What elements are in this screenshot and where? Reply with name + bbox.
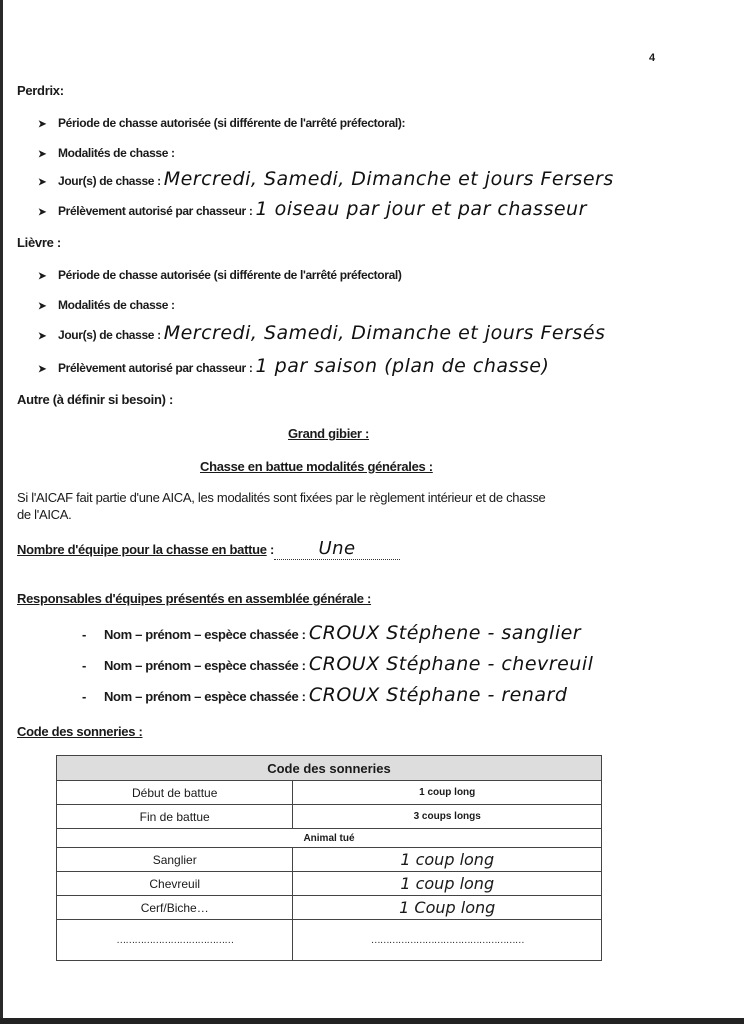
battue-subheading: Chasse en battue modalités générales : (200, 459, 433, 474)
handwritten-value: 1 oiseau par jour et par chasseur (255, 198, 587, 220)
item-label: Jour(s) de chasse : (58, 328, 161, 342)
item-label: Jour(s) de chasse : (58, 174, 161, 188)
table-cell-left: Fin de battue (57, 805, 293, 829)
perdrix-modalites (38, 146, 175, 160)
table-title: Code des sonneries (57, 756, 602, 781)
responsable-label: Nom – prénom – espèce chassée : (104, 627, 306, 642)
lievre-heading: Lièvre : (17, 235, 61, 250)
table-cell-left: Chevreuil (57, 872, 293, 896)
dash-bullet-icon: - (82, 627, 86, 642)
perdrix-periode (38, 116, 405, 130)
dash-bullet-icon: - (82, 689, 86, 704)
arrow-bullet-icon: ➤ (38, 301, 47, 312)
table-row (57, 872, 602, 896)
table-cell-right: 1 coup long (293, 872, 602, 896)
responsable-row (82, 653, 593, 675)
table-row (57, 805, 602, 829)
handwritten-value: Mercredi, Samedi, Dimanche et jours Fersers (163, 168, 614, 190)
table-row (57, 896, 602, 920)
item-label: Modalités de chasse : (58, 146, 175, 160)
responsables-heading: Responsables d'équipes présentés en assemblée générale : (17, 591, 372, 606)
responsable-label: Nom – prénom – espèce chassée : (104, 689, 306, 704)
perdrix-jours (38, 168, 614, 190)
lievre-modalites (38, 298, 175, 312)
table-cell-left: Sanglier (57, 848, 293, 872)
sonneries-table (56, 755, 602, 961)
table-cell-right: …………………………………………… (293, 920, 602, 961)
arrow-bullet-icon: ➤ (38, 149, 47, 160)
table-cell-left: ………………………………… (57, 920, 293, 961)
table-row (57, 848, 602, 872)
arrow-bullet-icon: ➤ (38, 177, 47, 188)
item-label: Prélèvement autorisé par chasseur : (58, 204, 253, 218)
table-cell-right: 1 coup long (293, 848, 602, 872)
dash-bullet-icon: - (82, 658, 86, 673)
item-label: Modalités de chasse : (58, 298, 175, 312)
nombre-equipe-sep: : (266, 542, 275, 557)
arrow-bullet-icon: ➤ (38, 331, 47, 342)
scan-bottom-edge (0, 1018, 744, 1024)
handwritten-value: 1 par saison (plan de chasse) (255, 355, 550, 377)
table-cell-left: Cerf/Biche… (57, 896, 293, 920)
table-row (57, 920, 602, 961)
arrow-bullet-icon: ➤ (38, 271, 47, 282)
arrow-bullet-icon: ➤ (38, 207, 47, 218)
aica-paragraph-line2: de l'AICA. (17, 507, 72, 522)
table-row (57, 781, 602, 805)
nombre-equipe-value: Une (274, 538, 400, 560)
scan-left-edge (0, 0, 3, 1024)
page-number: 4 (649, 52, 656, 64)
arrow-bullet-icon: ➤ (38, 119, 47, 130)
sonneries-heading: Code des sonneries : (17, 724, 143, 739)
nombre-equipe (17, 538, 400, 560)
responsable-label: Nom – prénom – espèce chassée : (104, 658, 306, 673)
table-cell-right: 3 coups longs (293, 805, 602, 829)
perdrix-prelevement (38, 198, 587, 220)
table-cell-right: 1 Coup long (293, 896, 602, 920)
autre-heading: Autre (à définir si besoin) : (17, 392, 173, 407)
responsable-value: CROUX Stéphane - renard (308, 684, 568, 706)
animal-tue-header: Animal tué (57, 829, 602, 848)
lievre-prelevement (38, 355, 549, 377)
responsable-value: CROUX Stéphane - chevreuil (308, 653, 594, 675)
grand-gibier-heading: Grand gibier : (288, 426, 370, 441)
item-label: Période de chasse autorisée (si différente de l'arrêté préfectoral): (58, 116, 406, 130)
responsable-row (82, 622, 581, 644)
item-label: Prélèvement autorisé par chasseur : (58, 361, 253, 375)
handwritten-value: Mercredi, Samedi, Dimanche et jours Fersés (163, 322, 606, 344)
table-cell-left: Début de battue (57, 781, 293, 805)
item-label: Période de chasse autorisée (si différente de l'arrêté préfectoral) (58, 268, 402, 282)
perdrix-heading: Perdrix: (17, 83, 64, 98)
arrow-bullet-icon: ➤ (38, 364, 47, 375)
responsable-row (82, 684, 567, 706)
lievre-periode (38, 268, 402, 282)
aica-paragraph-line1: Si l'AICAF fait partie d'une AICA, les modalités sont fixées par le règlement intérieur et de chasse (17, 490, 546, 505)
lievre-jours (38, 322, 605, 344)
responsable-value: CROUX Stéphene - sanglier (308, 622, 582, 644)
nombre-equipe-label: Nombre d'équipe pour la chasse en battue (17, 542, 267, 557)
table-cell-right: 1 coup long (293, 781, 602, 805)
